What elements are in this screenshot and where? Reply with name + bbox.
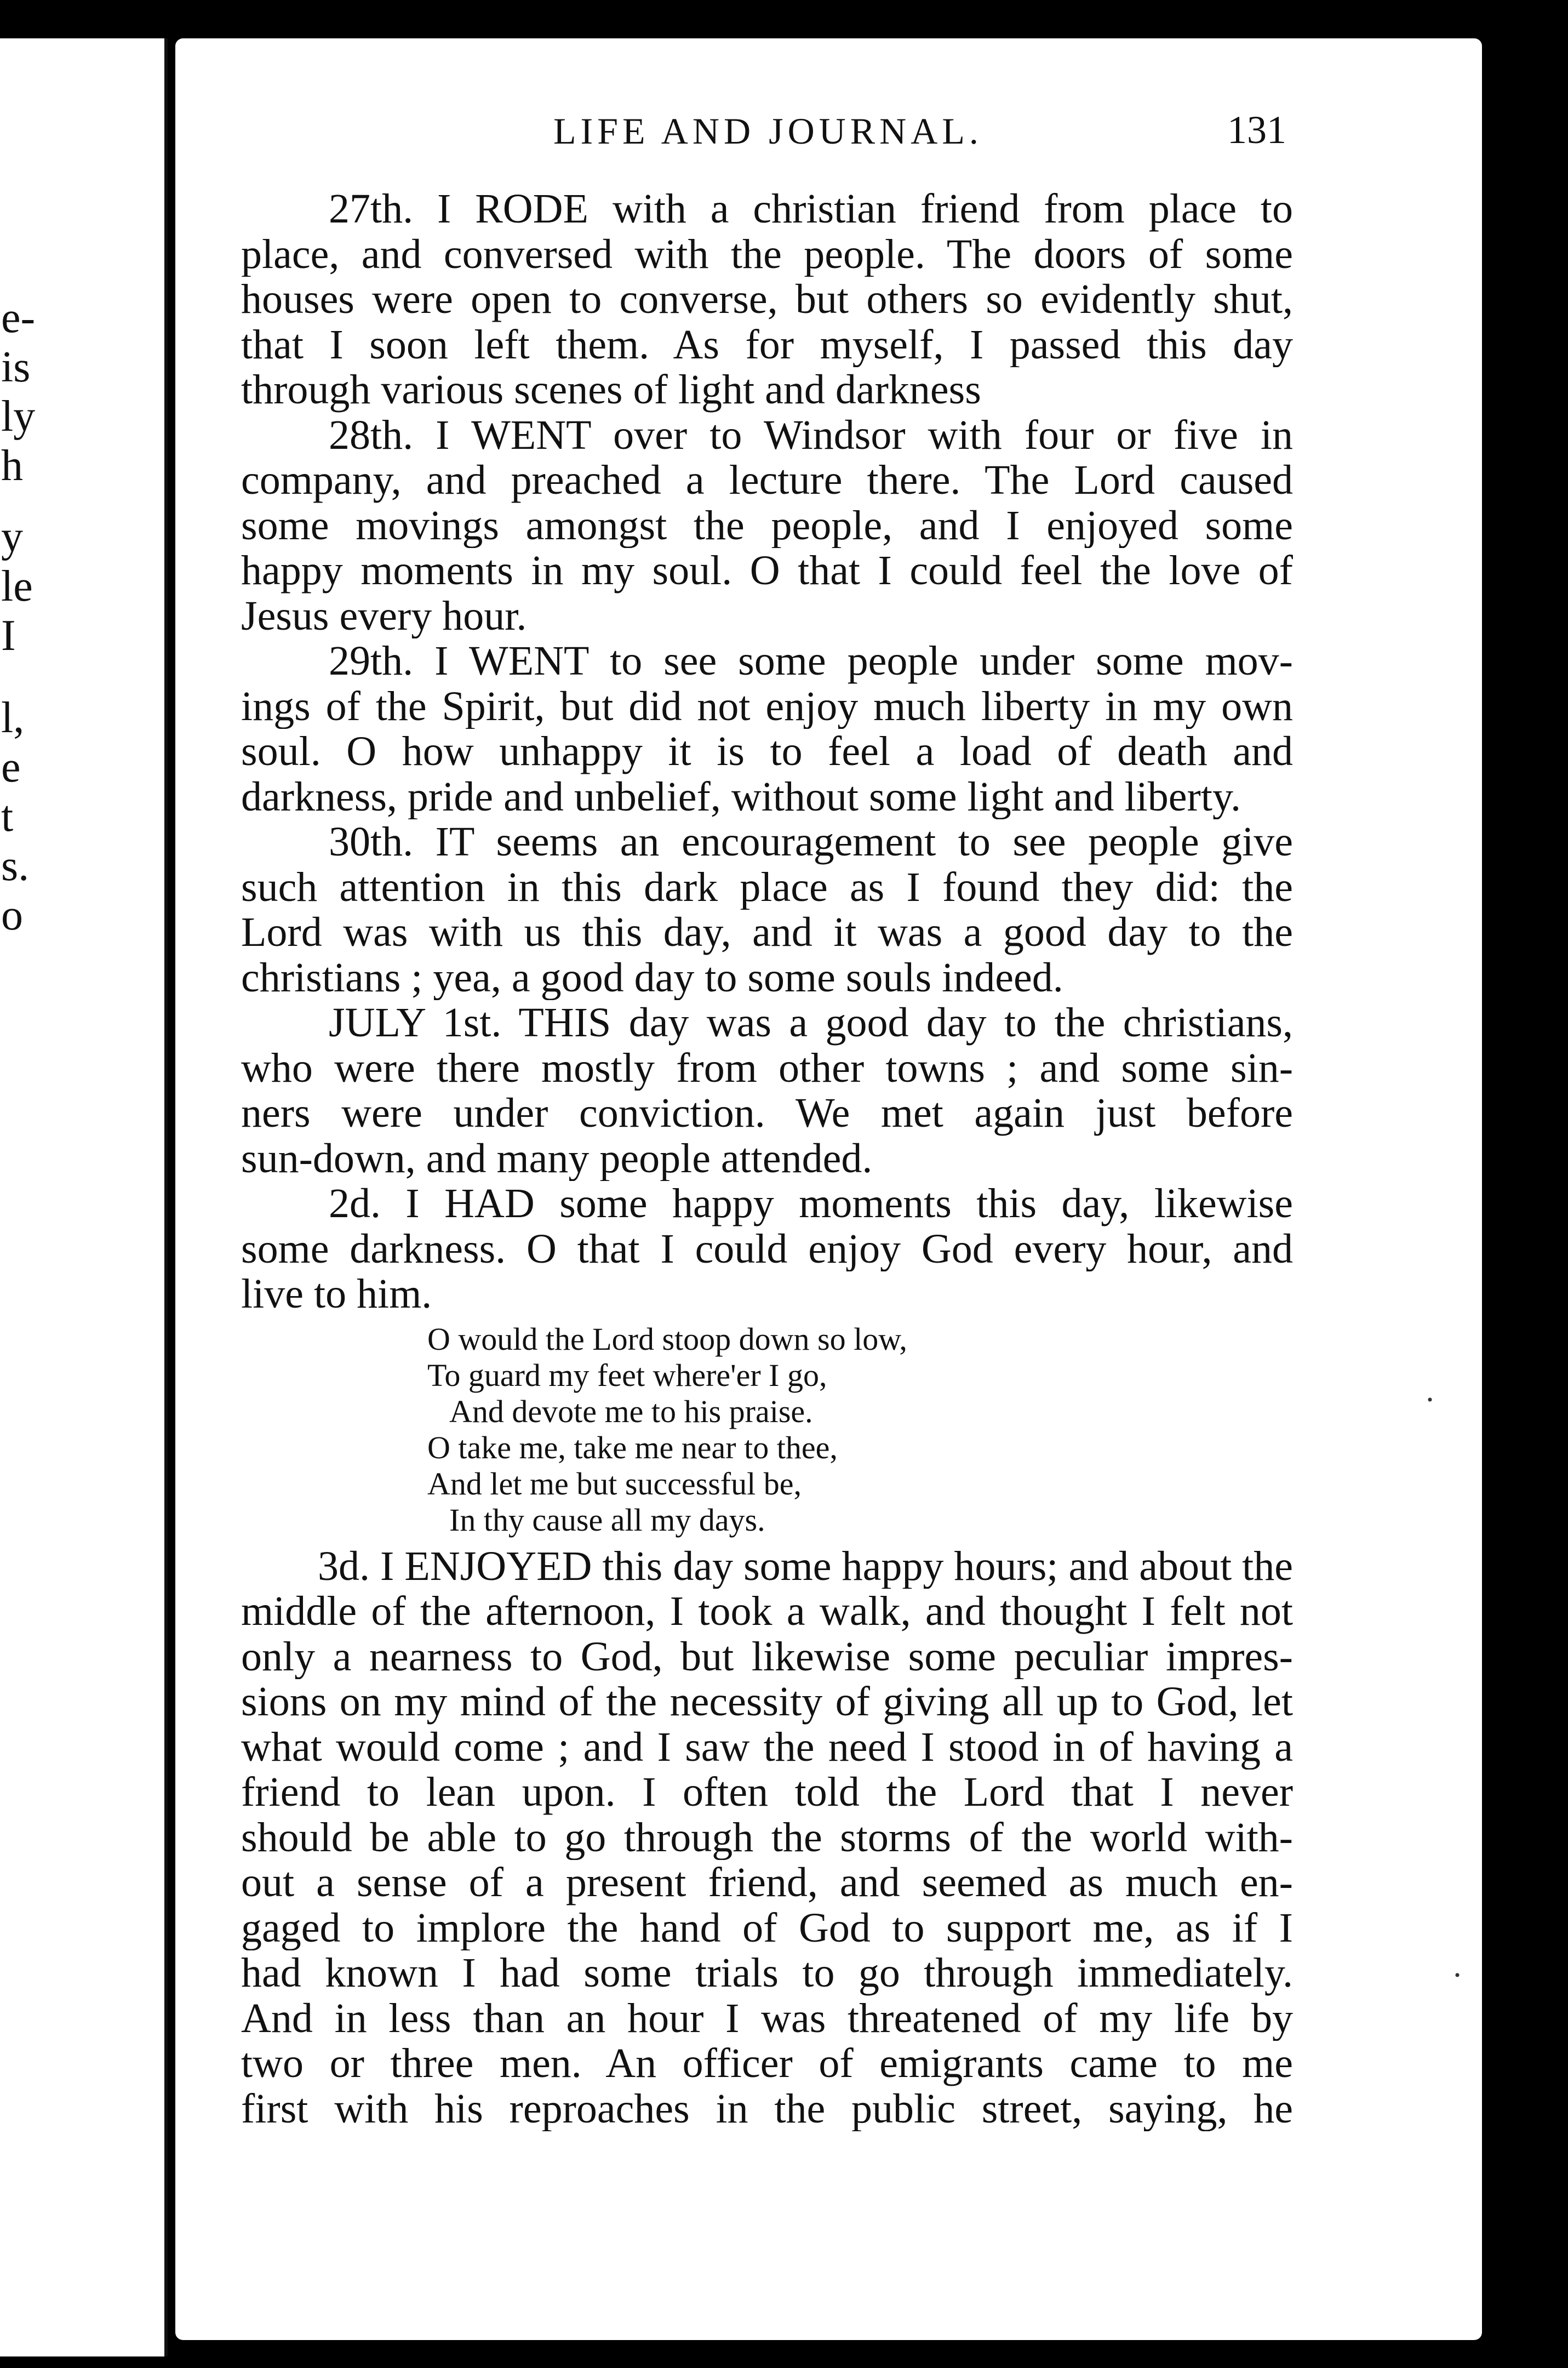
text-line: gaged to implore the hand of God to support me, as if I: [241, 1905, 1293, 1950]
poem-line: O would the Lord stoop down so low,: [427, 1321, 907, 1357]
text-line: what would come ; and I saw the need I stood in of having a: [241, 1724, 1293, 1770]
text-line: who were there mostly from other towns ; and some sin-: [241, 1045, 1293, 1091]
text-line: 2d. I HAD some happy moments this day, likewise: [329, 1181, 1293, 1226]
text-line: darkness, pride and unbelief, without some light and liberty.: [241, 774, 1241, 819]
facing-page-fragment: e: [1, 743, 21, 791]
poem-line: O take me, take me near to thee,: [427, 1429, 838, 1465]
text-block-after-poem: [241, 1544, 1293, 2132]
margin-speck: ·: [1452, 1957, 1463, 1993]
text-block-before-poem: [241, 186, 1293, 1317]
text-line: first with his reproaches in the public street, saying, he: [241, 2086, 1293, 2131]
facing-page-fragment: ly: [1, 392, 36, 441]
journal-text: [241, 186, 1293, 2131]
poem-line: And let me but successful be,: [427, 1465, 802, 1502]
facing-page-fragment: I: [1, 612, 16, 660]
text-line: company, and preached a lecture there. The Lord caused: [241, 458, 1293, 503]
text-line: 29th. I WENT to see some people under some mov-: [329, 638, 1293, 684]
poem: [241, 1321, 1293, 1538]
text-line: middle of the afternoon, I took a walk, and thought I felt not: [241, 1589, 1293, 1634]
running-head: LIFE AND JOURNAL.: [553, 110, 983, 152]
text-line: some darkness. O that I could enjoy God every hour, and: [241, 1226, 1293, 1271]
text-line: sun-down, and many people attended.: [241, 1136, 873, 1181]
facing-page-fragment: le: [1, 562, 33, 610]
text-line: 30th. IT seems an encouragement to see people give: [329, 819, 1293, 865]
text-line: happy moments in my soul. O that I could feel the love of: [241, 548, 1293, 594]
text-line: place, and conversed with the people. The doors of some: [241, 231, 1293, 277]
text-line: christians ; yea, a good day to some souls indeed.: [241, 955, 1063, 1000]
text-line: sions on my mind of the necessity of giving all up to God, let: [241, 1679, 1293, 1725]
text-line: 28th. I WENT over to Windsor with four or five in: [329, 412, 1293, 458]
text-line: friend to lean upon. I often told the Lord that I never: [241, 1770, 1293, 1815]
text-line: only a nearness to God, but likewise some peculiar impres-: [241, 1634, 1293, 1679]
text-line: 27th. I RODE with a christian friend from place to: [329, 186, 1293, 232]
text-line: should be able to go through the storms of the world with-: [241, 1814, 1293, 1860]
margin-speck: ·: [1424, 1382, 1435, 1418]
text-line: had known I had some trials to go through immediately.: [241, 1950, 1293, 1996]
facing-page-edge: [0, 38, 168, 2356]
facing-page-fragment: t: [1, 792, 14, 841]
text-line: 3d. I ENJOYED this day some happy hours; and about the: [318, 1543, 1293, 1589]
text-line: ings of the Spirit, but did not enjoy much liberty in my own: [241, 683, 1293, 729]
text-line: through various scenes of light and darkness: [241, 367, 981, 413]
facing-page-fragment: s.: [1, 842, 30, 890]
page-number: 131: [1227, 108, 1286, 152]
page-header: [175, 110, 1482, 159]
book-page: [175, 38, 1482, 2340]
facing-page-fragment: o: [1, 891, 23, 939]
text-line: some movings amongst the people, and I enjoyed some: [241, 503, 1293, 548]
poem-line: To guard my feet where'er I go,: [427, 1357, 827, 1393]
poem-line: And devote me to his praise.: [449, 1393, 813, 1429]
text-line: such attention in this dark place as I found they did: the: [241, 864, 1293, 910]
text-line: live to him.: [241, 1271, 432, 1317]
text-line: And in less than an hour I was threatened of my life by: [241, 1995, 1293, 2041]
facing-page-fragment: e-: [1, 294, 36, 342]
text-line: out a sense of a present friend, and seemed as much en-: [241, 1860, 1293, 1905]
poem-line: In thy cause all my days.: [449, 1502, 765, 1538]
text-line: Lord was with us this day, and it was a good day to the: [241, 910, 1293, 955]
text-line: soul. O how unhappy it is to feel a load of death and: [241, 729, 1293, 774]
text-line: that I soon left them. As for myself, I passed this day: [241, 322, 1293, 367]
facing-page-fragment: l,: [1, 694, 25, 742]
text-line: Jesus every hour.: [241, 593, 527, 638]
text-line: two or three men. An officer of emigrants came to me: [241, 2041, 1293, 2086]
facing-page-fragment: h: [1, 442, 23, 490]
facing-page-fragment: y: [1, 513, 23, 561]
text-line: ners were under conviction. We met again just before: [241, 1091, 1293, 1136]
text-line: JULY 1st. THIS day was a good day to the christians,: [329, 1000, 1293, 1046]
text-line: houses were open to converse, but others so evidently shut,: [241, 277, 1293, 322]
facing-page-fragment: is: [1, 343, 31, 391]
